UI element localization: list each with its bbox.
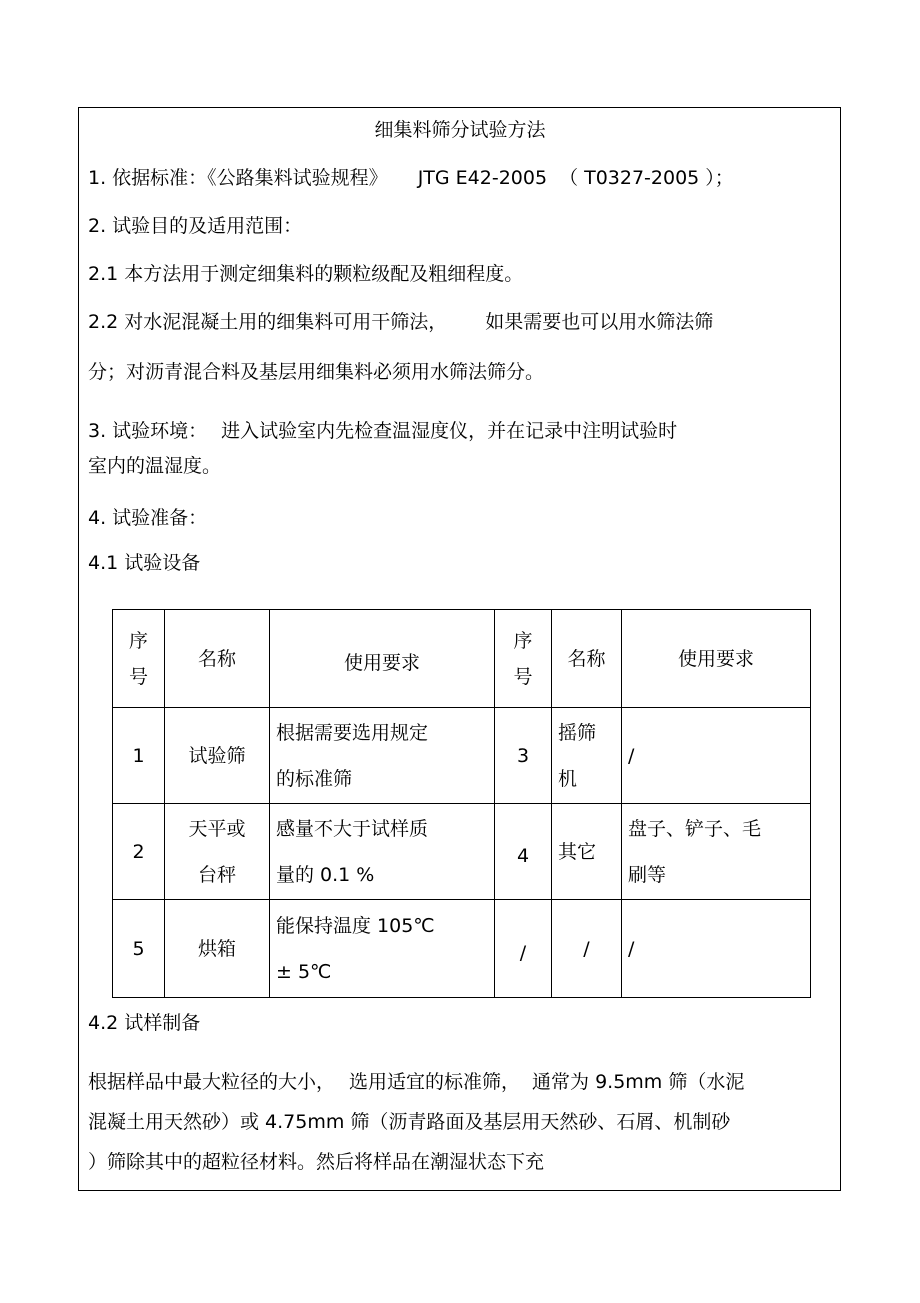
standard-name: 《公路集料试验规程》	[207, 167, 388, 189]
section-2-2-line1	[88, 310, 713, 334]
header-req: 使用要求	[270, 610, 495, 708]
table-row	[113, 900, 811, 998]
row2-req: 感量不大于试样质 量的 0.1 %	[270, 804, 495, 900]
prep-line2: 混凝土用天然砂）或 4.75mm 筛（沥青路面及基层用天然砂、石屑、机制砂	[88, 1111, 731, 1133]
section-2-2-line2: 分；对沥青混合料及基层用细集料必须用水筛法筛分。	[88, 361, 545, 383]
prep-line1-c: 通常为 9.5mm 筛（水泥	[532, 1071, 745, 1093]
header-name: 名称	[165, 610, 270, 708]
row3-name: 烘箱	[165, 900, 270, 998]
section-4-heading: 4. 试验准备：	[88, 507, 208, 529]
prep-line1-a: 根据样品中最大粒径的大小，	[88, 1071, 336, 1093]
section-2-2-part1: 2.2 对水泥混凝土用的细集料可用干筛法，	[88, 311, 448, 333]
row3-no-2: /	[495, 900, 552, 998]
row2-req-2: 盘子、铲子、毛 刷等	[622, 804, 811, 900]
row2-name-2: 其它	[552, 804, 622, 900]
header-no: 序 号	[113, 610, 165, 708]
row2-name: 天平或 台秤	[165, 804, 270, 900]
equipment-table	[112, 609, 811, 998]
standard-code: JTG E42-2005	[417, 167, 548, 189]
header-name-2: 名称	[552, 610, 622, 708]
section-4-1: 4.1 试验设备	[88, 552, 201, 574]
row3-req: 能保持温度 105℃ ± 5℃	[270, 900, 495, 998]
section-2-1: 2.1 本方法用于测定细集料的颗粒级配及粗细程度。	[88, 263, 524, 285]
table-row	[113, 804, 811, 900]
row3-name-2: /	[552, 900, 622, 998]
section-3-line2: 室内的温湿度。	[88, 455, 222, 477]
section-4-2: 4.2 试样制备	[88, 1012, 201, 1034]
table-row	[113, 708, 811, 804]
section-2-heading: 2. 试验目的及适用范围：	[88, 215, 303, 237]
row2-no: 2	[113, 804, 165, 900]
section-2-2-part2: 如果需要也可以用水筛法筛	[485, 311, 714, 333]
doc-title: 细集料筛分试验方法	[374, 119, 546, 141]
section-3-label: 3. 试验环境：	[88, 420, 208, 442]
row1-name-2: 摇筛 机	[552, 708, 622, 804]
table-header-row	[113, 610, 811, 708]
row1-name: 试验筛	[165, 708, 270, 804]
row1-req: 根据需要选用规定 的标准筛	[270, 708, 495, 804]
prep-line1	[88, 1070, 744, 1094]
section-3-text: 进入试验室内先检查温湿度仪，并在记录中注明试验时	[221, 420, 678, 442]
row1-no-2: 3	[495, 708, 552, 804]
section-1-label: 1. 依据标准：	[88, 167, 208, 189]
row2-no-2: 4	[495, 804, 552, 900]
section-1-basis	[88, 166, 734, 190]
section-3-line1	[88, 419, 677, 443]
row1-no: 1	[113, 708, 165, 804]
prep-line1-b: 选用适宜的标准筛，	[349, 1071, 521, 1093]
prep-line3: ）筛除其中的超粒径材料。然后将样品在潮湿状态下充	[88, 1151, 545, 1173]
standard-subcode: （ T0327-2005 ）；	[559, 167, 734, 189]
header-req-2: 使用要求	[622, 610, 811, 708]
row1-req-2: /	[622, 708, 811, 804]
header-no-2: 序 号	[495, 610, 552, 708]
row3-req-2: /	[622, 900, 811, 998]
row3-no: 5	[113, 900, 165, 998]
